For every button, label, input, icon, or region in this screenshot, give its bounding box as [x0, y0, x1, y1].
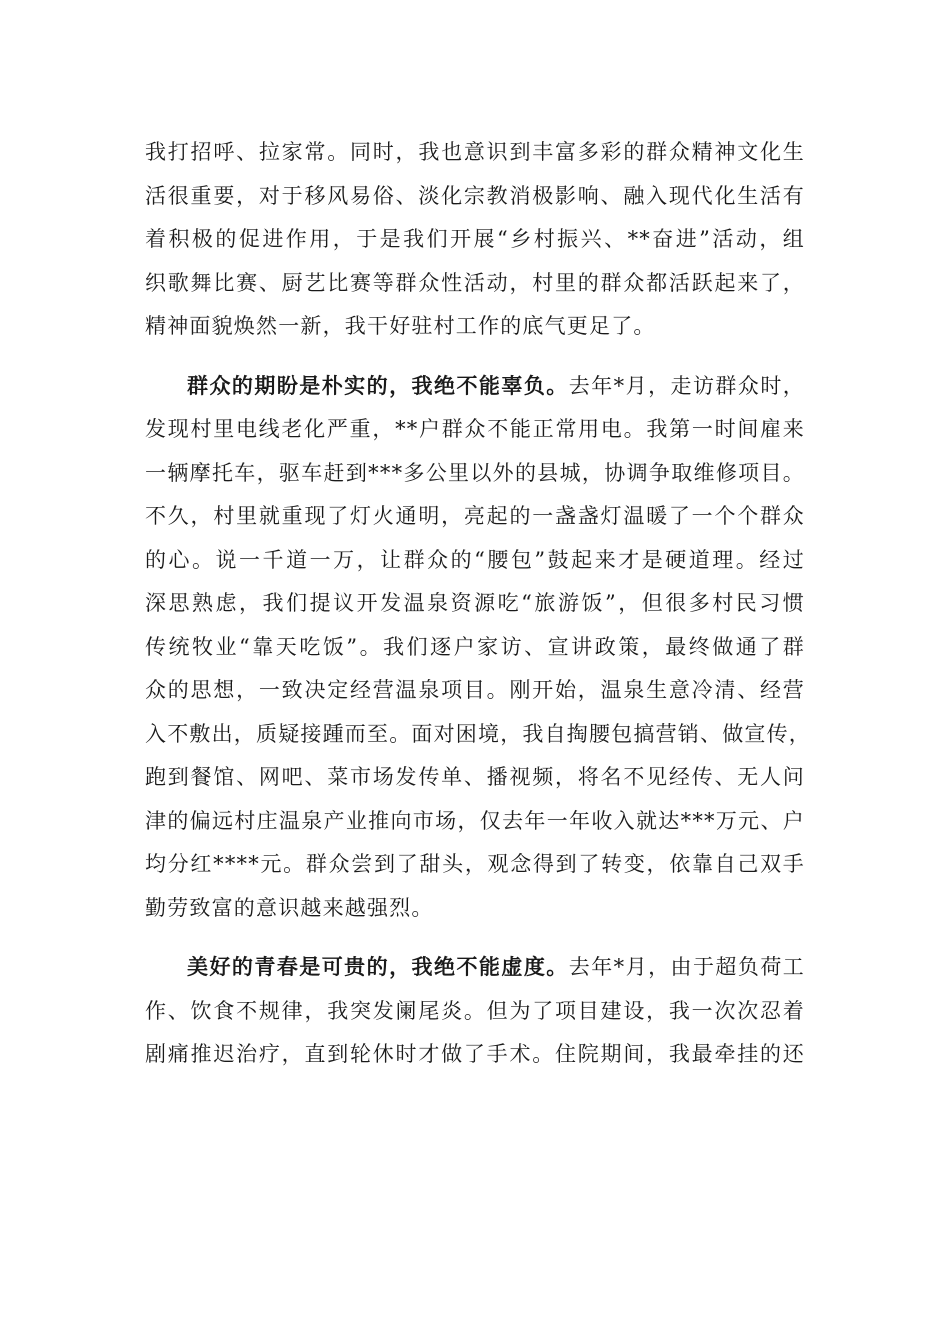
paragraph-lead-text: 去年*月，走访群众时，	[568, 373, 806, 398]
text-line: 着积极的促进作用，于是我们开展“乡村振兴、**奋进”活动，组	[145, 227, 805, 251]
text-line: 精神面貌焕然一新，我干好驻村工作的底气更足了。	[145, 314, 656, 338]
paragraph-2	[145, 364, 811, 931]
paragraph-lead-heading: 群众的期盼是朴实的，我绝不能辜负。	[187, 372, 569, 398]
paragraph-lead-text: 去年*月，由于超负荷工	[568, 955, 806, 979]
paragraph-lead-heading: 美好的青春是可贵的，我绝不能虚度。	[187, 954, 569, 979]
text-line: 作、饮食不规律，我突发阑尾炎。但为了项目建设，我一次次忍着	[145, 998, 805, 1023]
paragraph-1	[145, 131, 805, 349]
text-line: 传统牧业“靠天吃饭”。我们逐户家访、宣讲政策，最终做通了群	[145, 634, 805, 659]
text-line: 活很重要，对于移风易俗、淡化宗教消极影响、融入现代化生活有	[145, 183, 805, 208]
text-line: 剧痛推迟治疗，直到轮休时才做了手术。住院期间，我最牵挂的还	[145, 1042, 805, 1066]
text-line: 众的思想，一致决定经营温泉项目。刚开始，温泉生意冷清、经营	[145, 678, 805, 702]
text-line: 津的偏远村庄温泉产业推向市场，仅去年一年收入就达***万元、户	[145, 808, 805, 833]
text-line: 深思熟虑，我们提议开发温泉资源吃“旅游饭”，但很多村民习惯	[145, 591, 805, 615]
text-line: 的心。说一千道一万，让群众的“腰包”鼓起来才是硬道理。经过	[145, 547, 805, 572]
paragraph-3	[145, 945, 805, 1077]
text-line: 入不敷出，质疑接踵而至。面对困境，我自掏腰包搞营销、做宣传，	[145, 721, 811, 746]
text-line: 跑到餐馆、网吧、菜市场发传单、播视频，将名不见经传、无人问	[145, 765, 805, 789]
paragraph-lead-line	[145, 364, 805, 409]
text-line: 勤劳致富的意识越来越强烈。	[145, 895, 434, 920]
text-line: 一辆摩托车，驱车赶到***多公里以外的县城，协调争取维修项目。	[145, 460, 805, 485]
document-body	[145, 131, 811, 1092]
text-line: 不久，村里就重现了灯火通明，亮起的一盏盏灯温暖了一个个群众	[145, 504, 805, 528]
text-line: 发现村里电线老化严重，**户群众不能正常用电。我第一时间雇来	[145, 417, 805, 441]
text-line: 织歌舞比赛、厨艺比赛等群众性活动，村里的群众都活跃起来了，	[145, 270, 805, 295]
text-line: 我打招呼、拉家常。同时，我也意识到丰富多彩的群众精神文化生	[145, 140, 805, 164]
text-line: 均分红****元。群众尝到了甜头，观念得到了转变，依靠自己双手	[145, 852, 805, 876]
paragraph-lead-line	[145, 945, 805, 990]
